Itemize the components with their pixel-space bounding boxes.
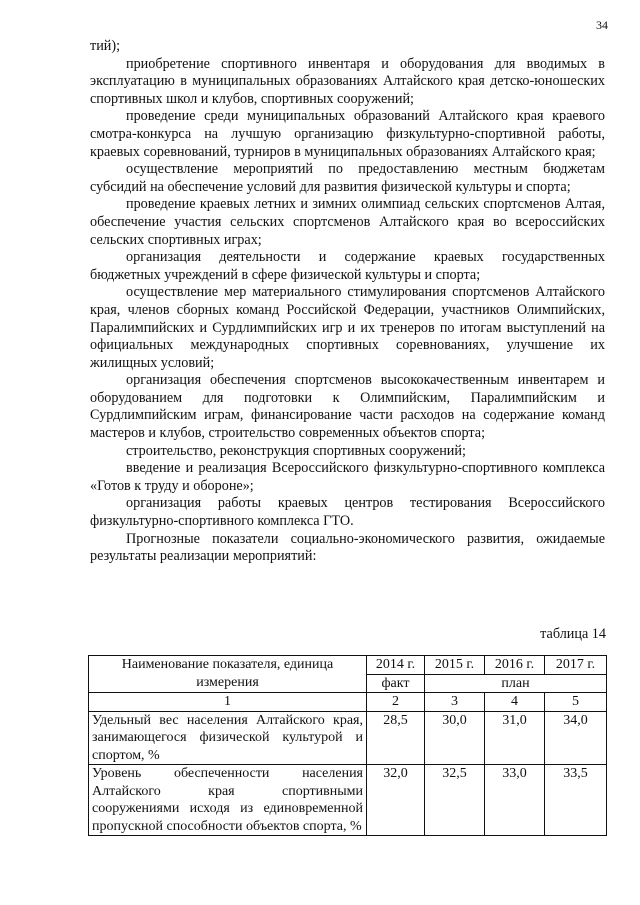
paragraph: Прогнозные показатели социально-экономического развития, ожидаемые результаты реализации мероприятий:: [90, 530, 605, 565]
body-text: [90, 38, 605, 566]
indicator-value: 33,0: [485, 765, 545, 836]
column-number: 1: [89, 693, 367, 712]
table-header-row: [89, 656, 607, 675]
table-row: [89, 711, 607, 765]
header-year-2015: 2015 г.: [425, 656, 485, 675]
paragraph: организация работы краевых центров тестирования Всероссийского физкультурно-спортивного комплекса ГТО.: [90, 495, 605, 530]
indicator-name: Уровень обеспеченности населения Алтайского края спортивными сооружениями исходя из единовременной пропускной способности объектов спорта, %: [89, 765, 367, 836]
header-plan: план: [425, 674, 607, 693]
paragraph: проведение краевых летних и зимних олимпиад сельских спортсменов Алтая, обеспечение участия сельских спортсменов Алтайского края во всероссийских сельских спортивных играх;: [90, 196, 605, 248]
page-number: 34: [596, 18, 608, 32]
paragraph: организация деятельности и содержание краевых государственных бюджетных учреждений в сфере физической культуры и спорта;: [90, 249, 605, 283]
paragraph: приобретение спортивного инвентаря и оборудования для вводимых в эксплуатацию в муниципальных образованиях Алтайского края детско-юношеских спортивных школ и клубов, спортивных сооружений;: [90, 55, 605, 107]
header-indicator-name: Наименование показателя, единица измерения: [89, 656, 367, 693]
paragraph: осуществление мер материального стимулирования спортсменов Алтайского края, членов сборных команд Российской Федерации, участников Олимпийских, Паралимпийских и Сурдлимпийских игр и их тренеров по итогам выступлений на официальных международных спортивных соревнованиях, улучшение их жилищных условий;: [90, 284, 605, 371]
indicator-value: 28,5: [367, 711, 425, 765]
indicator-value: 32,0: [367, 765, 425, 836]
indicators-table: [88, 655, 607, 836]
paragraph: организация обеспечения спортсменов высококачественным инвентарем и оборудованием для подготовки к Олимпийским, Паралимпийским и Сурдлимпийским играм, финансирование части расходов на содержание команд мастеров и клубов, строительство современных объектов спорта;: [90, 372, 605, 442]
column-number: 5: [545, 693, 607, 712]
header-fact: факт: [367, 674, 425, 693]
paragraph: осуществление мероприятий по предоставлению местным бюджетам субсидий на обеспечение условий для развития физической культуры и спорта;: [90, 161, 605, 195]
table-row: [89, 765, 607, 836]
paragraph: тий);: [90, 38, 121, 54]
column-number: 3: [425, 693, 485, 712]
header-year-2017: 2017 г.: [545, 656, 607, 675]
indicator-value: 31,0: [485, 711, 545, 765]
header-year-2016: 2016 г.: [485, 656, 545, 675]
column-number: 4: [485, 693, 545, 712]
indicator-value: 30,0: [425, 711, 485, 765]
paragraph: проведение среди муниципальных образований Алтайского края краевого смотра-конкурса на лучшую организацию физкультурно-спортивной работы, краевых соревнований, турниров в муниципальных образованиях Алтайского края;: [90, 108, 605, 160]
column-numbers-row: [89, 693, 607, 712]
paragraph: введение и реализация Всероссийского физкультурно-спортивного комплекса «Готов к труду и обороне»;: [90, 460, 605, 494]
indicator-name: Удельный вес населения Алтайского края, занимающегося физической культурой и спортом, %: [89, 711, 367, 765]
indicator-value: 32,5: [425, 765, 485, 836]
column-number: 2: [367, 693, 425, 712]
header-year-2014: 2014 г.: [367, 656, 425, 675]
indicator-value: 33,5: [545, 765, 607, 836]
table-caption: таблица 14: [540, 626, 606, 642]
paragraph: строительство, реконструкция спортивных сооружений;: [126, 442, 466, 459]
indicator-value: 34,0: [545, 711, 607, 765]
